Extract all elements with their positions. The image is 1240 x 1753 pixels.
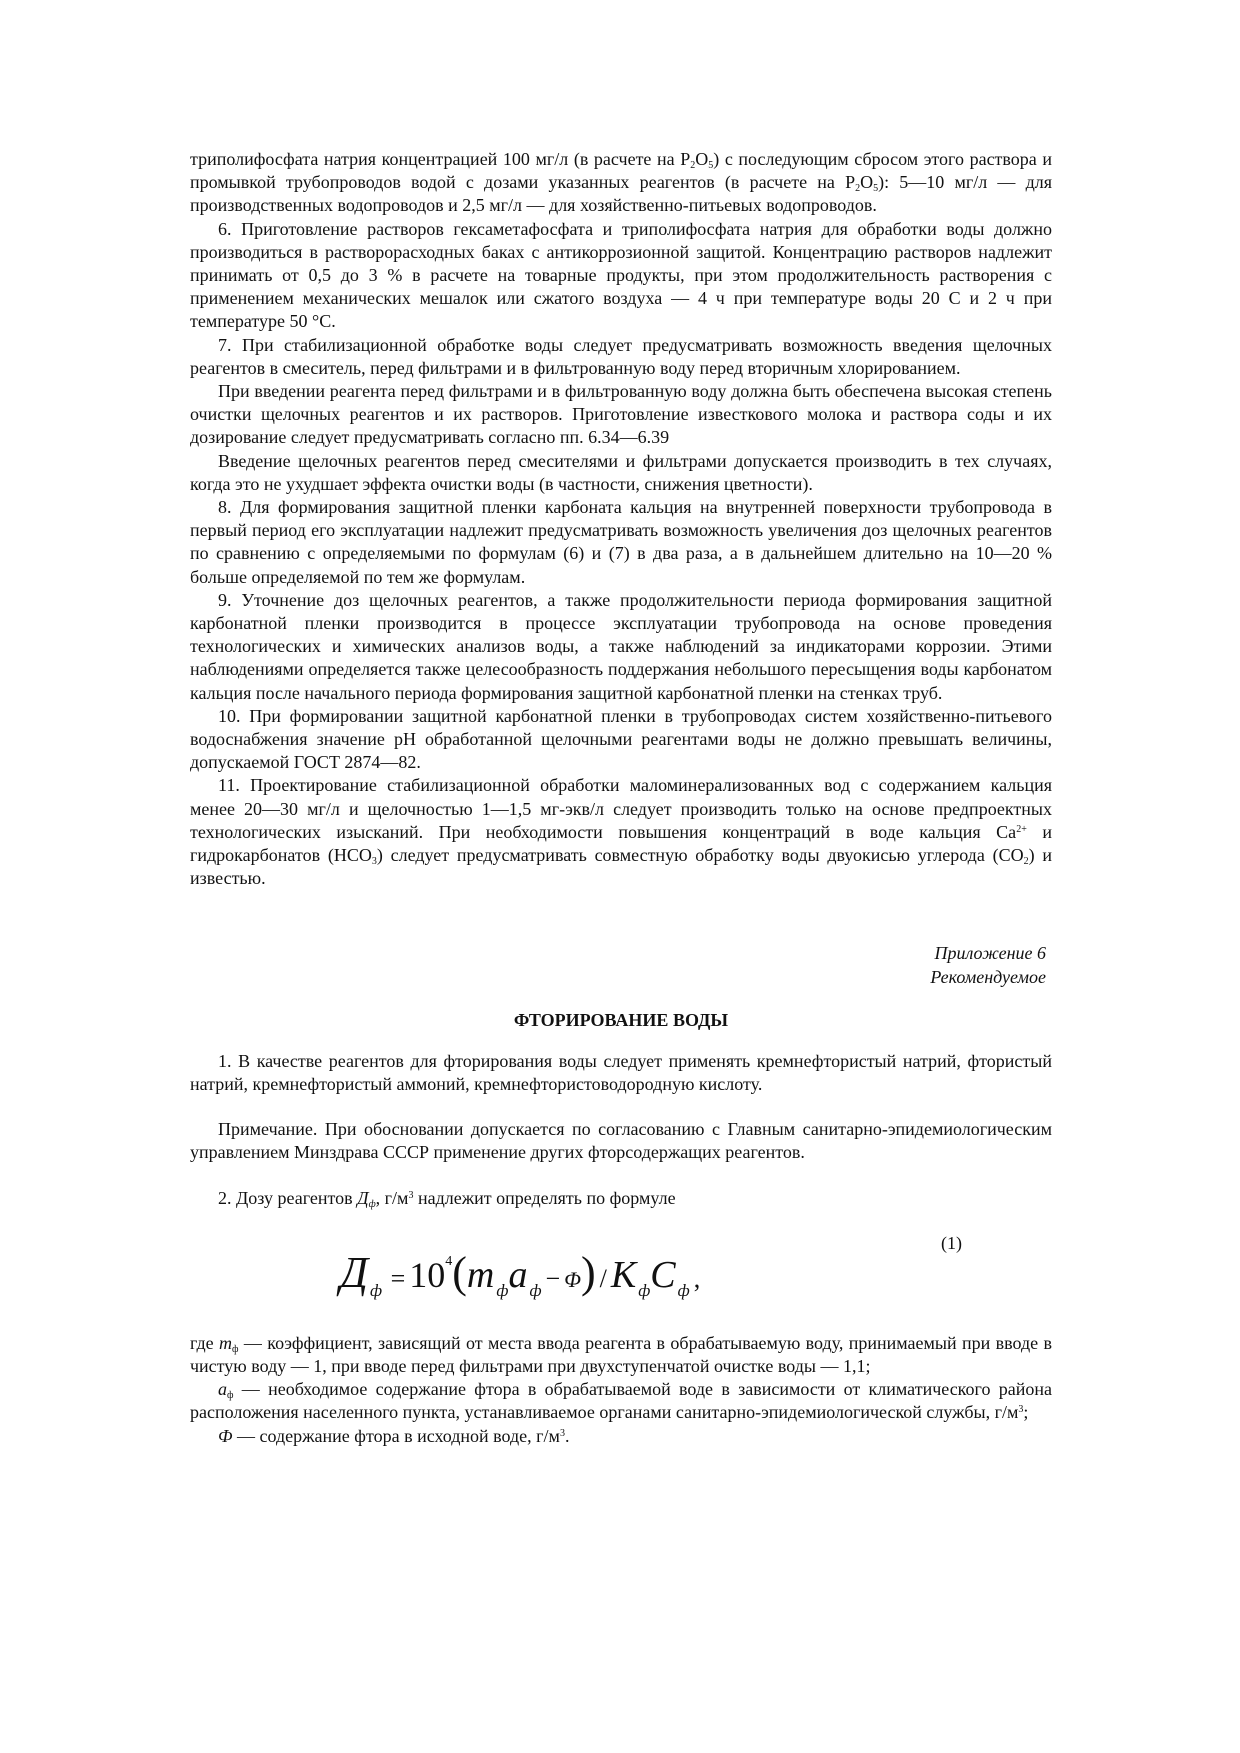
dose-formula xyxy=(340,1247,704,1302)
symbol-m: m xyxy=(219,1332,233,1353)
text-run: ) с последующим сбросом этого раствора и промывкой трубопроводов водой с дозами указанных реагентов (в расчете на Р xyxy=(190,149,1053,193)
formula-subscript: ф xyxy=(677,1280,690,1300)
superscript: 3 xyxy=(1018,1404,1024,1416)
symbol-phi: Ф xyxy=(218,1425,233,1446)
text-run: надлежит определять по формуле xyxy=(413,1187,676,1208)
definition-m xyxy=(190,1332,1052,1378)
appendix-number: Приложение 6 xyxy=(934,942,1046,963)
note-paragraph: Примечание. При обосновании допускается по согласованию с Главным санитарно-эпидемиологическим управлением Минздрава СССР применение других фторсодержащих реагентов. xyxy=(190,1119,1052,1163)
subscript: 2 xyxy=(1023,856,1029,868)
paragraph-8: 8. Для формирования защитной пленки карбоната кальция на внутренней поверхности трубопровода в первый период его эксплуатации надлежит предусматривать возможность увеличения доз щелочных реагентов по сравнению с определяемыми по формулам (6) и (7) в два раза, а в дальнейшем длительно на 10—20 % больше определяемой по тем же формулам. xyxy=(190,497,1052,587)
paragraph-9: 9. Уточнение доз щелочных реагентов, а также продолжительности периода формирования защитной карбонатной пленки производится в процессе эксплуатации трубопровода на основе проведения технологических и химических анализов воды, а также наблюдений за индикаторами коррозии. Этими наблюдениями определяется также целесообразность поддержания небольшого пересыщения воды карбонатом кальция после начального периода формирования защитной карбонатной пленки на стенках труб. xyxy=(190,589,1052,703)
formula-equals: = xyxy=(390,1263,406,1293)
paragraph-11 xyxy=(190,774,1052,890)
text-run: триполифосфата натрия концентрацией 100 мг/л (в расчете на Р xyxy=(190,149,691,169)
formula-symbol-phi: Φ xyxy=(564,1266,581,1292)
formula-left-paren: ( xyxy=(452,1247,467,1297)
formula-symbol-a: a xyxy=(508,1253,528,1296)
text-run: где xyxy=(190,1332,220,1353)
formula-right-paren: ) xyxy=(580,1247,596,1297)
formula-slash: / xyxy=(599,1263,607,1293)
subscript: 2 xyxy=(690,160,696,171)
formula-symbol-dose: Д xyxy=(340,1247,368,1297)
formula-subscript: ф xyxy=(496,1280,509,1300)
subscript: ф xyxy=(368,1198,376,1210)
paragraph-6: 6. Приготовление растворов гексаметафосфата и триполифосфата натрия для обработки воды должно производиться в растворорасходных баках с антикоррозионной защитой. Концентрацию растворов надлежит принимать от 0,5 до 3 % в расчете на товарные продукты, при этом продолжительность растворения с применением механических мешалок или сжатого воздуха — 4 ч при температуре воды 20 С и 2 ч при температуре 50 °С. xyxy=(190,218,1052,332)
appendix-heading xyxy=(190,941,1052,989)
section-title: ФТОРИРОВАНИЕ ВОДЫ xyxy=(513,1009,729,1030)
fluoridation-paragraph-1: 1. В качестве реагентов для фторирования воды следует применять кремнефтористый натрий, фтористый натрий, кремнефтористый аммоний, кремнефтористоводородную кислоту. xyxy=(190,1050,1052,1094)
definition-a xyxy=(190,1378,1052,1424)
text-run: О xyxy=(695,149,709,169)
text-run: . xyxy=(564,1425,570,1446)
text-run: и гидрокарбонатов (НСО xyxy=(190,821,1052,866)
formula-subscript: ф xyxy=(370,1280,383,1300)
formula-symbol-m: m xyxy=(466,1253,495,1296)
text-run: ) и известью. xyxy=(190,845,1053,889)
symbol-a: a xyxy=(218,1379,227,1400)
appendix-status: Рекомендуемое xyxy=(930,966,1046,987)
formula-subscript: ф xyxy=(638,1280,651,1300)
fluoridation-paragraph-2 xyxy=(190,1187,1052,1210)
subscript: ф xyxy=(227,1390,234,1402)
paragraph-7: 7. При стабилизационной обработке воды следует предусматривать возможность введения щелочных реагентов в смеситель, перед фильтрами и в фильтрованную воду перед вторичным хлорированием. xyxy=(190,334,1052,378)
subscript: 5 xyxy=(708,160,714,171)
document-page xyxy=(190,148,1052,1448)
superscript: 3 xyxy=(559,1427,565,1439)
subscript: 5 xyxy=(873,183,879,195)
formula-comma: , xyxy=(693,1263,701,1293)
text-run: ): 5—10 мг/л — для производственных водопроводов и 2,5 мг/л — для хозяйственно-питьевых водопроводов. xyxy=(190,172,1053,216)
paragraph-10: 10. При формировании защитной карбонатной пленки в трубопроводах систем хозяйственно-питьевого водоснабжения значение рН обработанной щелочными реагентами воды не должно превышать величины, допускаемой ГОСТ 2874—82. xyxy=(190,705,1052,773)
text-run: О xyxy=(860,172,874,193)
text-run: 2. Дозу реагентов xyxy=(218,1187,358,1208)
paragraph-5-continuation xyxy=(190,148,1052,218)
subscript: 2 xyxy=(855,183,861,195)
superscript: 3 xyxy=(408,1189,414,1201)
equation-block xyxy=(190,1220,1052,1332)
dose-symbol: Д xyxy=(357,1187,369,1208)
formula-exponent: 4 xyxy=(445,1253,453,1269)
paragraph-7-reagent-intro: При введении реагента перед фильтрами и в фильтрованную воду должна быть обеспечена высокая степень очистки щелочных реагентов и их растворов. Приготовление известкового молока и раствора соды и их дозирование следует предусматривать согласно пп. 6.34—6.39 xyxy=(190,381,1052,448)
formula-symbol-k: K xyxy=(610,1253,637,1296)
subscript: 3 xyxy=(371,856,377,868)
text-run: — необходимое содержание фтора в обрабатываемой воде в зависимости от климатического района расположения населенного пункта, устанавливаемое органами санитарно-эпидемиологической службы, г/м xyxy=(190,1379,1052,1423)
subscript: ф xyxy=(232,1343,239,1355)
text-run: 11. Проектирование стабилизационной обработки маломинерализованных вод с содержанием кальция менее 20—30 мг/л и щелочностью 1—1,5 мг-экв/л следует производить только на основе предпроектных технологических изысканий. При необходимости повышения концентраций в воде кальция Са xyxy=(190,775,1052,842)
text-run: ; xyxy=(1023,1402,1029,1423)
formula-minus: − xyxy=(545,1263,561,1293)
text-run: , г/м xyxy=(375,1187,409,1208)
formula-ten: 10 xyxy=(409,1254,446,1295)
superscript: 2+ xyxy=(1016,823,1027,835)
formula-symbol-c: C xyxy=(650,1253,676,1296)
paragraph-7-alkaline-intro: Введение щелочных реагентов перед смесителями и фильтрами допускается производить в тех случаях, когда это не ухудшает эффекта очистки воды (в частности, снижения цветности). xyxy=(190,450,1052,494)
formula-subscript: ф xyxy=(529,1280,542,1300)
definition-phi xyxy=(190,1425,1052,1448)
text-run: — коэффициент, зависящий от места ввода реагента в обрабатываемую воду, принимаемый при вводе в чистую воду — 1, при вводе перед фильтрами при двухступенчатой очистке воды — 1,1; xyxy=(190,1332,1052,1376)
text-run: ) следует предусматривать совместную обработку воды двуокисью углерода (СО xyxy=(376,845,1024,866)
text-run: — содержание фтора в исходной воде, г/м xyxy=(232,1425,560,1446)
equation-number: (1) xyxy=(941,1232,962,1253)
